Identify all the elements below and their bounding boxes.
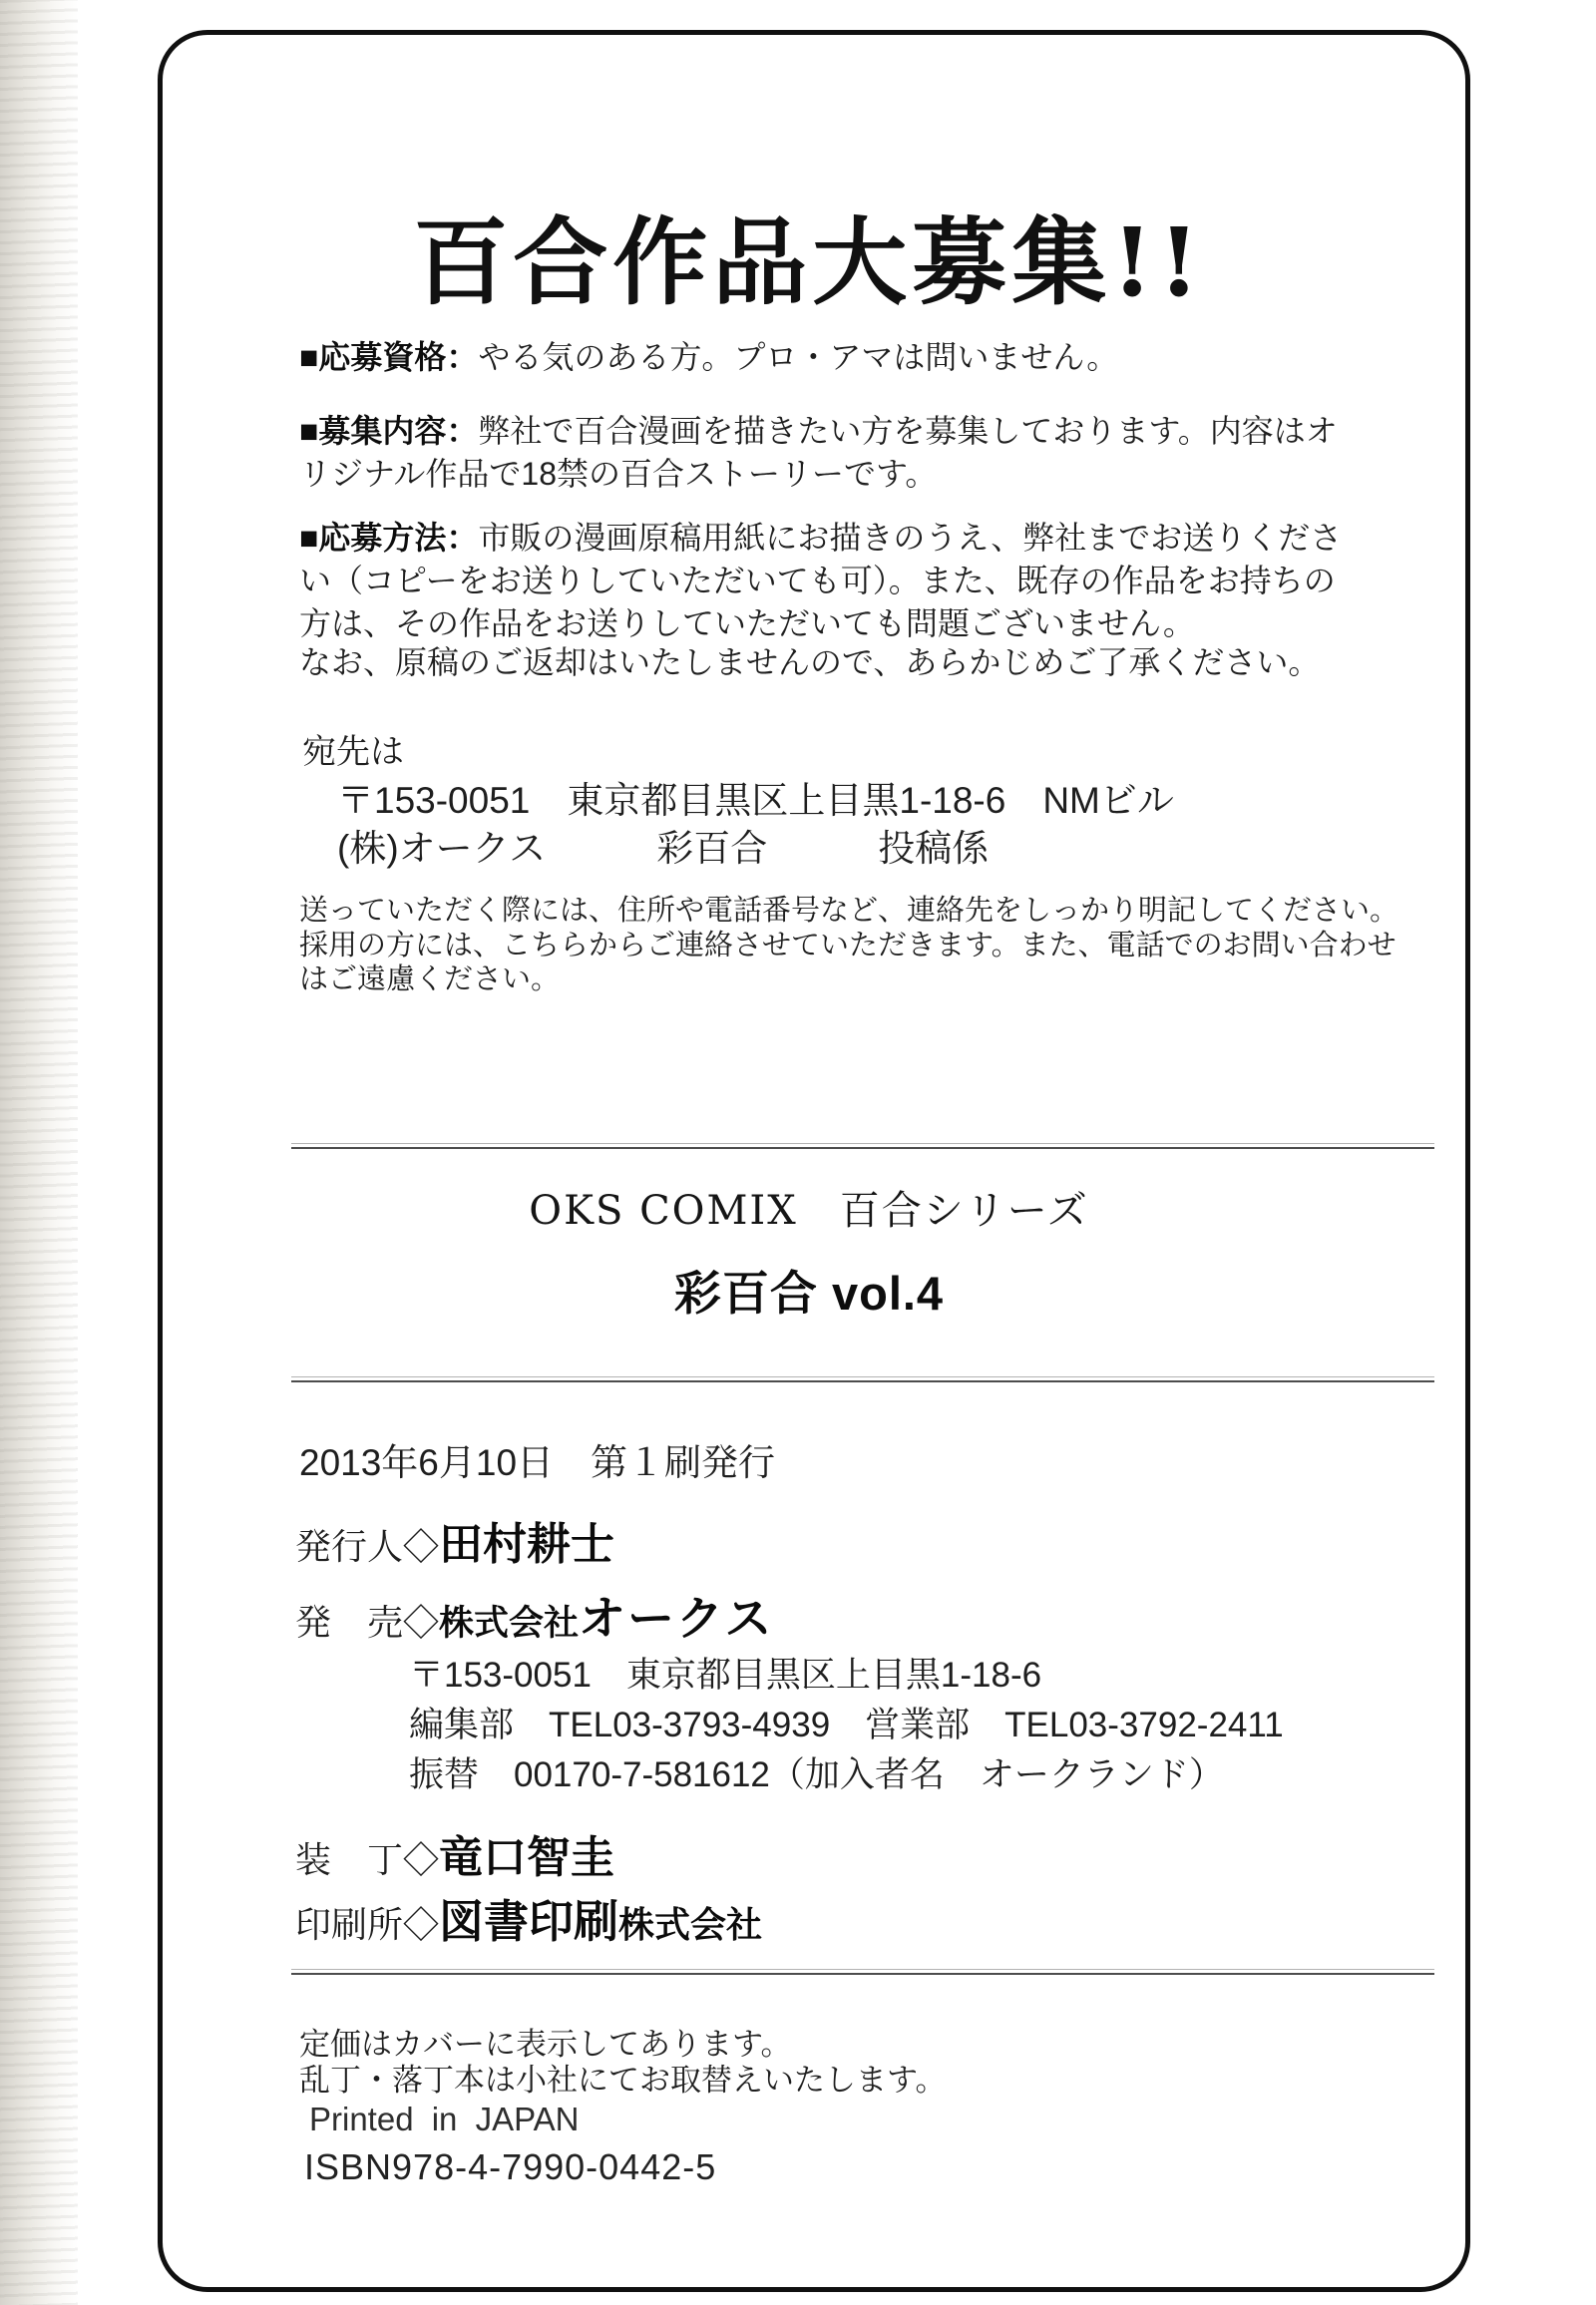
- isbn-number: ISBN978-4-7990-0442-5: [304, 2146, 717, 2187]
- recruit-content-text: 弊社で百合漫画を描きたい方を募集しております。内容はオ: [478, 413, 1338, 449]
- divider-rule-middle: [291, 1376, 1434, 1382]
- printer-label: 印刷所◇: [295, 1904, 440, 1945]
- divider-rule-top: [291, 1143, 1434, 1149]
- recruit-method-line-4: なお、原稿のご返却はいたしませんので、あらかじめご了承ください。: [299, 644, 1321, 680]
- scan-paper-edge: [0, 0, 78, 2305]
- recruit-content-line-1: [299, 415, 1338, 447]
- submission-note-line-2: 採用の方には、こちらからご連絡させていただきます。また、電話でのお問い合わせ: [299, 930, 1396, 961]
- print-date: 2013年6月10日 第１刷発行: [299, 1442, 776, 1483]
- submission-note-line-3: はご遠慮ください。: [299, 963, 561, 995]
- defective-copy-note: 乱丁・落丁本は小社にてお取替えいたします。: [299, 2063, 947, 2098]
- seller-label: 発 売◇: [295, 1602, 440, 1643]
- seller-company-name: オークス: [579, 1592, 774, 1645]
- divider-rule-bottom: [291, 1969, 1434, 1975]
- publisher-name: 田村耕士: [439, 1519, 615, 1570]
- publisher-row: [295, 1508, 614, 1572]
- recruit-content-label: ■募集内容：: [299, 413, 479, 449]
- price-note: 定価はカバーに表示してあります。: [299, 2027, 792, 2062]
- seller-telephone: 編集部 TEL03-3793-4939 営業部 TEL03-3792-2411: [409, 1706, 1284, 1744]
- recruit-method-label: ■応募方法：: [299, 520, 479, 556]
- publisher-label: 発行人◇: [295, 1526, 440, 1567]
- designer-name: 竜口智圭: [439, 1832, 615, 1883]
- recruit-qualification-label: ■応募資格：: [299, 339, 479, 375]
- recruit-method-line-3: 方は、その作品をお送りしていただいても問題ございません。: [299, 605, 1195, 641]
- submission-note-line-1: 送っていただく際には、住所や電話番号など、連絡先をしっかり明記してください。: [299, 895, 1399, 927]
- seller-row: [295, 1582, 774, 1649]
- postal-transfer-account: 振替 00170-7-581612（加入者名 オークランド）: [409, 1755, 1224, 1794]
- printed-in-japan: Printed in JAPAN: [309, 2101, 580, 2137]
- address-heading: 宛先は: [302, 733, 404, 771]
- printer-name: 図書印刷: [439, 1895, 619, 1948]
- recruit-qualification-text: やる気のある方。プロ・アマは問いません。: [478, 339, 1119, 375]
- address-line-1: 〒153-0051 東京都目黒区上目黒1-18-6 NMビル: [337, 780, 1174, 821]
- recruit-method-line-2: い（コピーをお送りしていただいても可）。また、既存の作品をお持ちの: [299, 563, 1336, 598]
- volume-title: 彩百合 vol.4: [673, 1267, 945, 1320]
- design-label: 装 丁◇: [295, 1839, 440, 1880]
- page-title: 百合作品大募集!!: [413, 207, 1205, 318]
- design-row: [295, 1821, 614, 1885]
- series-imprint: OKS COMIX 百合シリーズ: [529, 1188, 1089, 1234]
- seller-address: 〒153-0051 東京都目黒区上目黒1-18-6: [409, 1656, 1042, 1695]
- address-line-2: (株)オークス 彩百合 投稿係: [337, 828, 990, 869]
- recruit-method-line-1: [299, 522, 1342, 554]
- recruit-method-text: 市販の漫画原稿用紙にお描きのうえ、弊社までお送りくださ: [478, 520, 1343, 556]
- recruit-content-line-2: リジナル作品で18禁の百合ストーリーです。: [299, 456, 938, 492]
- seller-company-prefix: 株式会社: [439, 1604, 580, 1643]
- printer-suffix: 株式会社: [618, 1904, 763, 1946]
- recruit-qualification-line: [299, 341, 1118, 373]
- printer-row: [295, 1885, 762, 1950]
